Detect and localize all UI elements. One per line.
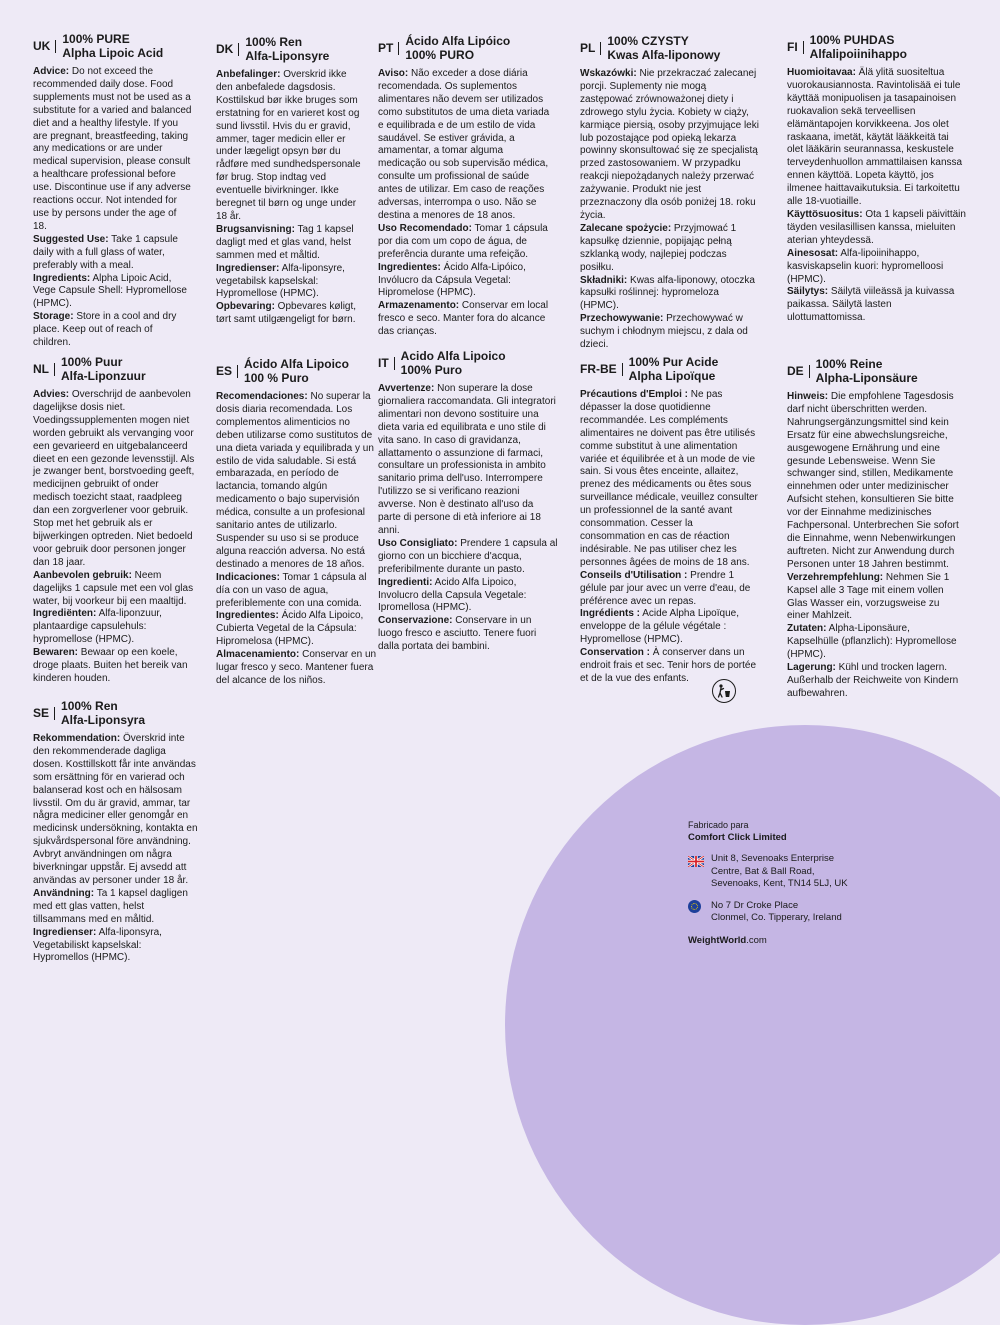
info-paragraph [787,286,967,325]
product-title [62,33,163,60]
info-paragraph [33,311,193,350]
section-text: Conservar em local fresco e seco. Manter fora do alcance das crianças. [378,300,549,338]
panel-pl [580,35,760,352]
info-paragraph [580,608,760,647]
section-label: Uso Recomendado: [378,222,472,234]
section-label: Ingredienser: [33,926,97,938]
section-label: Avvertenze: [378,383,435,394]
info-paragraph [216,572,378,611]
section-label: Recomendaciones: [216,391,308,402]
product-title [810,34,907,61]
panel-header [378,35,550,62]
section-text: Die empfohlene Tagesdosis darf nicht überschritten werden. Nahrungsergänzungsmittel sind kein Ersatz für eine abwechslungsreiche, ausgewogene Ernährung und eine gesunde Lebensweise. Wenn Sie schwanger sind, stillen, Medikamente einnehmen oder unter medizinischer Aufsicht stehen, konsultieren Sie bitte vor der Einnahme medizinisches Fachpersonal. Unterbrechen Sie sofort die Einnahme, wenn Nebenwirkungen auftreten. Nicht zur Anwendung durch Personen unter 18 Jahren bestimmt. [787,391,959,570]
divider [394,357,395,370]
section-label: Aanbevolen gebruik: [33,569,132,581]
uk-address-line-3: Sevenoaks, Kent, TN14 5LJ, UK [711,878,848,889]
company-name: Comfort Click Limited [688,831,787,843]
info-paragraph [787,391,962,572]
info-paragraph [787,623,962,662]
section-label: Ingredients: [33,272,91,284]
panel-header [216,36,366,63]
section-text: Nie przekraczać zalecanej porcji. Suplementy nie mogą zastępować zrównoważonej diety i zdrowego stylu życia. Kobiety w ciąży, karmiące piersią, osoby przyjmujące leki lub pozostające pod opieką lekarza powinny skonsultować się ze specjalistą przed zastosowaniem. W przypadku reakcji niepożądanych należy przerwać zażywanie. Produkt nie jest przeznaczony dla osób poniżej 18. roku życia. [580,68,759,221]
info-paragraph [33,66,193,234]
section-label: Armazenamento: [378,300,460,312]
ie-address [688,900,888,925]
section-text: No superar la dosis diaria recomendada. Los complementos alimenticios no deben utilizarse como sustitutos de una dieta variada y equilibrada y un estilo de vida saludable. Si está embarazada, en período de lactancia, tomando algún medicamento o bajo supervisión médica, consulte a un profesional sanitario antes de utilizarlo. Suspender su uso si se produce alguna reacción adversa. No está destinado a menores de 18 años. [216,391,374,570]
info-paragraph [580,275,760,314]
website-tld: .com [746,934,767,946]
info-paragraph [216,301,366,327]
info-paragraph [216,610,378,649]
divider [237,365,238,378]
section-label: Składniki: [580,274,628,286]
section-label: Suggested Use: [33,233,109,245]
section-label: Advies: [33,389,70,400]
product-title-line: Alpha-Liponsäure [815,370,918,385]
section-text: Alpha-Liponsäure, Kapselhülle (pflanzlich): Hypromellose (HPMC). [787,623,957,661]
section-label: Ainesosat: [787,247,839,259]
product-title [245,36,329,63]
panel-es [216,358,378,688]
product-title-line: Alfa-Liponzuur [61,368,146,383]
section-text: Tag 1 kapsel dagligt med et glas vand, helst sammen med et måltid. [216,223,354,261]
manufacturer-block [688,819,888,947]
product-title-line: 100 % Puro [244,370,309,385]
section-label: Advice: [33,66,70,77]
section-text: Tomar 1 cápsula por dia com um copo de água, de preferência durante uma refeição. [378,222,548,260]
product-title [607,35,720,62]
uk-address [688,853,888,891]
divider [54,363,55,376]
section-label: Almacenamiento: [216,649,300,661]
info-paragraph [216,649,378,688]
country-code: DE [787,364,804,378]
panel-de [787,358,962,701]
section-text: Överskrid inte den rekommenderade dagliga dosen. Kosttillskott får inte användas som ersättning för en varierad och balanserad kost och en hälsosam livsstil. Om du är gravid, ammar, tar några mediciner eller genomgår en medicinsk undersökning, kontakta en sjukvårdspersonal före användning. Avbryt användningen om några biverkningar uppstår. Ej avsedd att användas av personer under 18 år. [33,733,198,886]
info-paragraph [787,572,962,624]
divider [803,41,804,54]
section-text: Neem dagelijks 1 capsule met een vol glas water, bij voorkeur bij een maaltijd. [33,569,194,607]
product-title-line: Alfa-Liponsyra [61,712,146,727]
section-text: Store in a cool and dry place. Keep out of reach of children. [33,311,177,349]
info-paragraph [787,209,967,248]
info-paragraph [378,262,550,301]
section-text: Alfa-liponsyre, vegetabilsk kapselskal: Hypromellose (HPMC). [216,262,345,300]
divider [54,707,55,720]
panel-uk [33,33,193,350]
section-text: Nehmen Sie 1 Kapsel alle 3 Tage mit einem vollen Glas Wasser ein, vorzugsweise zu einer Mahlzeit. [787,571,950,622]
section-text: Ácido Alfa-Lipóico, Invólucro da Cápsula Vegetal: Hipromelose (HPMC). [378,261,526,299]
product-title-line: Alfalipoiinihappo [809,46,907,61]
section-text: Non superare la dose giornaliera raccomandata. Gli integratori alimentari non devono sostituire una dieta varia ed equilibrata e uno stile di vita sano. In caso di gravidanza, allattamento o assunzione di farmaci, consultare un professionista in ambito sanitario prima dell'uso. Interrompere l'utilizzo se si verificano reazioni avverse. Non è destinato all'uso da parte di persone di età inferiore ai 18 anni. [378,383,556,536]
section-label: Indicaciones: [216,571,280,583]
panel-nl [33,356,198,686]
section-text: Alfa-liponsyra, Vegetabiliskt kapselskal: Hypromellos (HPMC). [33,926,162,964]
section-text: Älä ylitä suositeltua vuorokausiannosta. Ravintolisää ei tule käyttää monipuolisen ja tasapainoisen ruokavalion sekä terveellisen elämäntapojen korvikkeena. Jos olet raskaana, imetät, käytät lääkkeitä tai olet lääkärin seurannassa, keskustele terveydenhuollon ammattilaisen kanssa ennen käyttöä. Lopeta käyttö, jos ilmenee haittavaikutuksia. Ei tarkoitettu alle 18-vuotiaille. [787,67,963,208]
section-text: Alfa-lipoiinihappo, kasviskapselin kuori: hypromelloosi (HPMC). [787,247,944,285]
panel-header [33,33,193,60]
section-label: Brugsanvisning: [216,223,295,235]
section-text: Acide Alpha Lipoïque, enveloppe de la gélule végétale : Hypromellose (HPMC). [580,608,739,646]
product-title-line: 100% Pur Acide [628,355,719,369]
product-title [816,358,918,385]
country-code: PT [378,41,394,55]
section-label: Aviso: [378,68,409,79]
product-title-line: 100% Ren [245,35,303,49]
country-code: SE [33,706,50,720]
section-label: Conservazione: [378,615,453,627]
info-paragraph [378,383,558,538]
section-text: Przyjmować 1 kapsułkę dziennie, popijając pełną szklanką wody, najlepiej podczas posiłku. [580,222,737,273]
section-text: Alfa-liponzuur, plantaardige capsulehuls: hypromellose (HPMC). [33,608,162,646]
product-title-line: 100% Reine [815,357,883,371]
info-paragraph [33,608,198,647]
info-paragraph [378,68,550,223]
uk-flag-icon [688,856,704,867]
info-paragraph [787,67,967,209]
product-title-line: 100% Ren [61,699,118,713]
country-code: UK [33,39,51,53]
section-label: Zutaten: [787,623,827,635]
section-label: Conseils d'Utilisation : [580,569,688,581]
section-text: Ne pas dépasser la dose quotidienne recommandée. Les compléments alimentaires ne doivent pas être utilisés comme substitut à une alimentation variée et équilibrée et à un mode de vie sain. Si vous êtes enceinte, allaitez, prenez des médicaments ou êtes sous surveillance médicale, veuillez consulter un professionnel de la santé avant consommation. Cesser la consommation en cas de réaction indésirable. Ne pas utiliser chez les personnes âgées de moins de 18 ans. [580,389,758,568]
section-label: Précautions d'Emploi : [580,389,688,400]
product-title [61,356,146,383]
product-title [405,35,510,62]
info-paragraph [33,570,198,609]
section-label: Användning: [33,887,95,899]
divider [238,43,239,56]
section-label: Conservation : [580,647,651,659]
country-code: FI [787,40,798,54]
panel-header [33,700,198,727]
country-code: DK [216,42,234,56]
info-paragraph [216,69,366,224]
divider [600,42,601,55]
section-label: Ingrediënten: [33,608,97,620]
info-paragraph [33,647,198,686]
info-paragraph [580,68,760,223]
info-paragraph [33,389,198,570]
product-title-line: Alpha Lipoïque [628,368,716,383]
section-text: À conserver dans un endroit frais et sec. Tenir hors de portée et de la vue des enfants. [580,647,757,684]
panel-header [33,356,198,383]
section-text: Bewaar op een koele, droge plaats. Buiten het bereik van kinderen houden. [33,647,188,684]
made-for-label: Fabricado para [688,820,749,830]
decorative-circle [505,725,1000,1325]
section-label: Ingredienti: [378,576,433,588]
country-code: ES [216,364,233,378]
info-paragraph [216,224,366,263]
info-paragraph [378,223,550,262]
section-text: Ota 1 kapseli päivittäin täyden vesilasillisen kanssa, mieluiten aterian yhteydessä. [787,208,966,246]
section-text: Conservare in un luogo fresco e asciutto. Tenere fuori dalla portata dei bambini. [378,615,537,653]
panel-header [216,358,378,385]
section-label: Huomioitavaa: [787,67,856,78]
product-title-line: Alpha Lipoic Acid [62,45,164,60]
section-label: Ingredienser: [216,262,280,274]
panel-header [378,350,558,377]
info-paragraph [580,570,760,609]
product-title-line: 100% CZYSTY [607,34,689,48]
info-paragraph [580,223,760,275]
section-label: Verzehrempfehlung: [787,571,884,583]
panel-header [787,34,967,61]
section-text: Alpha Lipoic Acid, Vege Capsule Shell: Hypromellose (HPMC). [33,272,187,310]
section-text: Prendere 1 capsula al giorno con un bicchiere d'acqua, preferibilmente durante un pasto. [378,537,558,575]
section-label: Ingredientes: [216,610,279,622]
section-text: Não exceder a dose diária recomendada. Os suplementos alimentares não devem ser utilizados como substitutos de uma dieta variada e equilibrada e de um estilo de vida saudável. Se estiver grávida, a amamentar, a tomar alguma medicação ou sob supervisão médica, consulte um profissional de saúde antes de utilizar. Em caso de reações adversas, interrompa o uso. Não se destina a menores de 18 anos. [378,68,550,221]
info-paragraph [787,248,967,287]
website-brand: WeightWorld [688,934,747,946]
product-title [401,350,506,377]
section-text: Kwas alfa-liponowy, otoczka kapsułki roślinnej: hypromeloza (HPMC). [580,274,755,312]
recycle-person-bin-icon [712,679,736,703]
info-paragraph [378,577,558,616]
eu-flag-icon [688,900,701,913]
country-code: NL [33,362,49,376]
product-title-line: Kwas Alfa-liponowy [607,47,721,62]
section-label: Hinweis: [787,391,829,402]
product-title-line: 100% PURE [62,32,130,46]
section-text: Säilytä viileässä ja kuivassa paikassa. Säilytä lasten ulottumattomissa. [787,286,955,324]
section-label: Anbefalinger: [216,69,281,80]
section-label: Ingredientes: [378,261,441,273]
divider [622,363,623,376]
info-paragraph [33,888,198,927]
section-text: Overschrijd de aanbevolen dagelijkse dosis niet. Voedingssupplementen mogen niet worden gebruikt als vervanging voor een gevarieerd en uitgebalanceerd dieet en een gezonde levensstijl. Als je zwanger bent, borstvoeding geeft, medicijnen gebruikt of onder medisch toezicht staat, raadpleeg dan een zorgverlener voor gebruik. Stop met het gebruik als er bijwerkingen optreden. Niet bedoeld voor gebruik door personen jonger dan 18 jaar. [33,389,195,568]
panel-frbe [580,356,760,686]
section-text: Ta 1 kapsel dagligen med ett glas vatten, helst tillsammans med en måltid. [33,887,188,925]
info-paragraph [378,300,550,339]
section-label: Bewaren: [33,647,79,659]
product-title-line: Ácido Alfa Lipóico [405,34,511,48]
info-paragraph [378,538,558,577]
panel-pt [378,35,550,339]
product-title [244,358,349,385]
website [688,935,888,948]
product-title [61,700,145,727]
info-paragraph [33,234,193,273]
product-title-line: 100% Puro [400,362,463,377]
section-label: Zalecane spożycie: [580,222,672,234]
section-text: Kühl und trocken lagern. Außerhalb der Reichweite von Kindern aufbewahren. [787,662,959,699]
section-text: Ácido Alfa Lipoico, Cubierta Vegetal de la Cápsula: Hipromelosa (HPMC). [216,610,364,648]
info-paragraph [580,647,760,686]
section-text: Prendre 1 gélule par jour avec un verre d'eau, de préférence avec un repas. [580,569,751,607]
panel-it [378,350,558,654]
section-label: Lagerung: [787,662,836,674]
uk-address-line-2: Centre, Bat & Ball Road, [711,865,815,877]
section-text: Opbevares køligt, tørt samt utilgængeligt for børn. [216,301,357,326]
panel-header [580,35,760,62]
info-paragraph [580,389,760,570]
divider [398,42,399,55]
country-code: FR-BE [580,362,617,376]
product-title-line: 100% Puur [61,355,123,369]
panel-header [580,356,760,383]
ie-address-line-2: Clonmel, Co. Tipperary, Ireland [711,912,842,923]
info-paragraph [33,273,193,312]
section-text: Acido Alfa Lipoico, Involucro della Capsula Vegetale: Ipromellosa (HPMC). [378,576,527,614]
section-label: Rekommendation: [33,733,121,744]
section-label: Säilytys: [787,286,829,298]
section-text: Tomar 1 cápsula al día con un vaso de agua, preferiblemente con una comida. [216,571,367,609]
ie-address-line-1: No 7 Dr Croke Place [711,899,799,911]
info-paragraph [378,615,558,654]
uk-address-line-1: Unit 8, Sevenoaks Enterprise [711,853,835,864]
info-paragraph [33,927,198,966]
panel-fi [787,34,967,325]
section-text: Take 1 capsule daily with a full glass of water, preferably with a meal. [33,233,178,271]
info-paragraph [33,733,198,888]
section-label: Przechowywanie: [580,313,664,325]
section-text: Przechowywać w suchym i chłodnym miejscu, z dala od dzieci. [580,313,748,351]
info-paragraph [216,391,378,572]
country-code: IT [378,356,389,370]
section-text: Overskrid ikke den anbefalede dagsdosis. Kosttilskud bør ikke bruges som erstatning for en varieret kost og sund livsstil. Hvis du er gravid, ammer, tager medicin eller er under lægeligt opsyn bør du rådføre med sundhedspersonale før brug. Stop indtag ved eventuelle bivirkninger. Ikke beregnet til børn og unge under 18 år. [216,69,361,222]
divider [55,40,56,53]
product-title-line: Alfa-Liponsyre [245,48,330,63]
divider [809,365,810,378]
panel-dk [216,36,366,327]
section-label: Ingrédients : [580,608,641,620]
section-label: Uso Consigliato: [378,537,458,549]
product-title [629,356,719,383]
info-paragraph [216,263,366,302]
product-title-line: 100% PUHDAS [809,33,895,47]
section-label: Käyttösuositus: [787,208,863,220]
section-label: Opbevaring: [216,301,275,313]
section-label: Wskazówki: [580,68,637,79]
section-label: Storage: [33,311,74,323]
product-title-line: Ácido Alfa Lipoico [244,357,349,371]
info-paragraph [580,313,760,352]
section-text: Do not exceed the recommended daily dose. Food supplements must not be used as a substitute for a varied and balanced diet and a healthy lifestyle. If you are pregnant, breastfeeding, taking any medications or are under medical supervision, please consult a healthcare professional before use. Discontinue use if any adverse reactions occur. Not intended for use by persons under the age of 18. [33,66,192,232]
product-title-line: Acido Alfa Lipoico [400,349,506,363]
info-paragraph [787,662,962,701]
section-text: Conservar en un lugar fresco y seco. Mantener fuera del alcance de los niños. [216,649,377,686]
product-title-line: 100% PURO [405,47,475,62]
panel-header [787,358,962,385]
country-code: PL [580,41,596,55]
panel-se [33,700,198,965]
